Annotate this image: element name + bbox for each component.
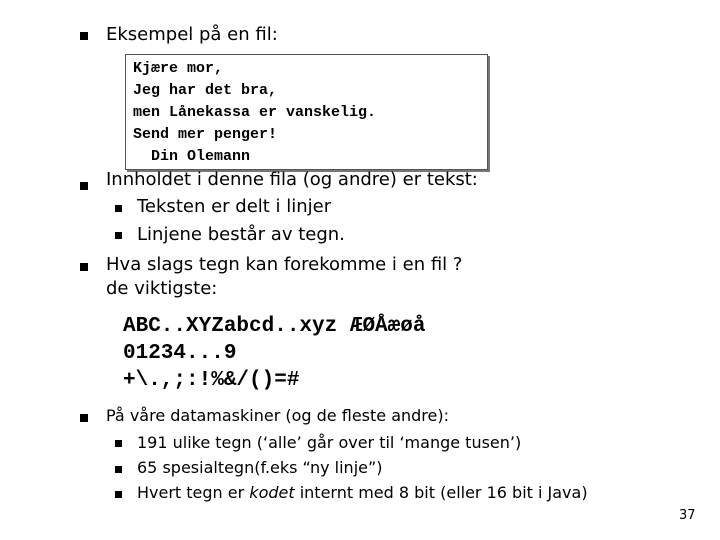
bullet-marker	[80, 263, 88, 271]
sub-bullet-191: 191 ulike tegn (‘alle’ går over til ‘mange tusen’)	[137, 433, 522, 452]
bullet-text-important: de viktigste:	[106, 278, 218, 299]
letter-line-4: Send mer penger!	[133, 126, 278, 143]
sub-bullet-marker	[115, 205, 122, 212]
charset-line-3: +\.,;:!%&/()=#	[123, 369, 300, 392]
coded-text-pre: Hvert tegn er	[137, 483, 250, 502]
bullet-marker	[80, 182, 88, 190]
bullet-marker	[80, 32, 88, 40]
charset-line-2: 01234...9	[123, 342, 237, 365]
sub-bullet-marker	[115, 440, 122, 447]
letter-line-3: men Lånekassa er vanskelig.	[133, 104, 377, 121]
sub-bullet-coded	[137, 481, 588, 505]
coded-text-post: internt med 8 bit (eller 16 bit i Java)	[294, 483, 588, 502]
bullet-text-example: Eksempel på en fil:	[106, 24, 278, 45]
charset-line-1: ABC..XYZabcd..xyz ÆØÅæøå	[123, 315, 426, 338]
sub-bullet-marker	[115, 232, 122, 239]
bullet-marker	[80, 414, 88, 422]
sub-bullet-lines: Teksten er delt i linjer	[137, 196, 332, 217]
page-number: 37	[679, 508, 696, 523]
sub-bullet-marker	[115, 491, 122, 498]
bullet-text-computers: På våre datamaskiner (og de fleste andre):	[106, 406, 449, 425]
sub-bullet-marker	[115, 466, 122, 473]
bullet-text-question: Hva slags tegn kan forekomme i en fil ?	[106, 254, 463, 275]
letter-line-2: Jeg har det bra,	[133, 82, 278, 99]
letter-line-5: Din Olemann	[133, 148, 251, 165]
bullet-text-content: Innholdet i denne fila (og andre) er tekst:	[106, 169, 478, 190]
sub-bullet-chars: Linjene består av tegn.	[137, 224, 345, 245]
sub-bullet-65: 65 spesialtegn(f.eks “ny linje”)	[137, 458, 383, 477]
coded-text-emphasis: kodet	[249, 483, 295, 502]
letter-line-1: Kjære mor,	[133, 60, 224, 77]
